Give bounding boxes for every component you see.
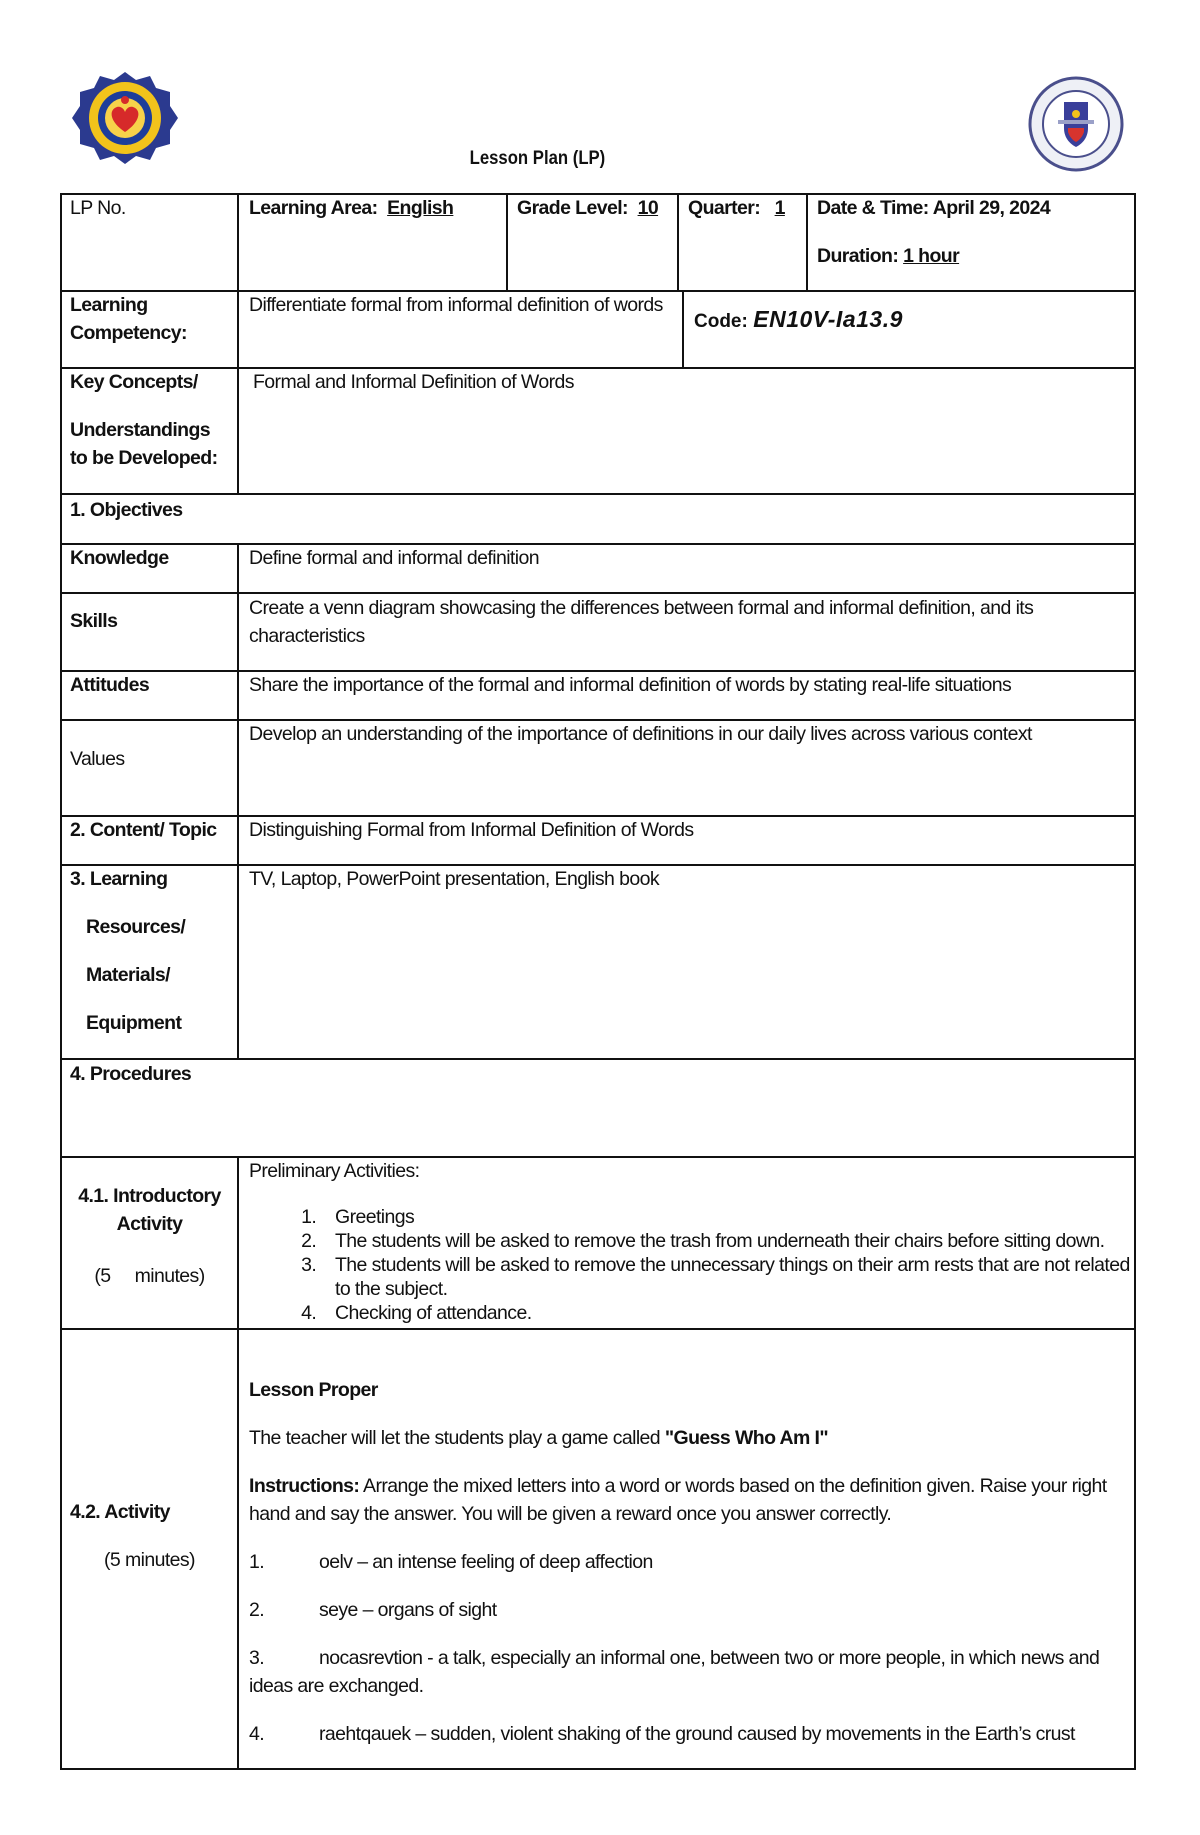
values-label: Values <box>70 748 125 770</box>
grade-level-value: 10 <box>637 197 659 219</box>
key-concepts-label: Key Concepts/ Understandings to be Developed: <box>70 371 218 469</box>
learning-area-field <box>249 194 453 222</box>
quarter-value: 1 <box>774 197 785 219</box>
content-topic-label: 2. Content/ Topic <box>70 819 217 841</box>
quarter-label: Quarter: <box>688 197 761 219</box>
procedures-heading: 4. Procedures <box>70 1063 192 1085</box>
introductory-content <box>249 1157 1131 1325</box>
skills-label: Skills <box>70 610 118 632</box>
knowledge-label: Knowledge <box>70 547 169 569</box>
list-item: 1. Greetings <box>321 1205 1131 1229</box>
introductory-label: 4.1. Introductory Activity <box>78 1185 221 1235</box>
instructions: Instructions: Arrange the mixed letters into a word or words based on the definition given. Raise your right hand and say the answer. You will be given a reward once you answer correctly. <box>249 1475 1107 1525</box>
instructions-label: Instructions: <box>249 1475 360 1497</box>
list-item: 3. nocasrevtion - a talk, especially an informal one, between two or more people, in which news and ideas are exchanged. <box>249 1647 1100 1697</box>
date-time-label: Date & Time: <box>817 197 929 219</box>
grade-level-label: Grade Level: <box>517 197 628 219</box>
code-value: EN10V-Ia13.9 <box>753 306 903 332</box>
list-item: 1. oelv – an intense feeling of deep affection <box>249 1551 653 1573</box>
lesson-proper-heading: Lesson Proper <box>249 1379 378 1401</box>
content-topic-text: Distinguishing Formal from Informal Definition of Words <box>249 819 694 841</box>
skills-text: Create a venn diagram showcasing the differences between formal and informal definition, and its characteristics <box>249 597 1034 647</box>
preliminary-list <box>249 1205 1131 1325</box>
date-time-field <box>817 194 1050 222</box>
list-item: 4. Checking of attendance. <box>321 1301 1131 1325</box>
introductory-duration: (5 minutes) <box>94 1265 205 1287</box>
game-intro: The teacher will let the students play a game called "Guess Who Am I" <box>249 1427 828 1449</box>
objectives-heading: 1. Objectives <box>70 499 183 521</box>
list-item: 2. seye – organs of sight <box>249 1599 497 1621</box>
competency-text: Differentiate formal from informal definition of words <box>249 294 663 316</box>
attitudes-label: Attitudes <box>70 674 150 696</box>
game-name: "Guess Who Am I" <box>664 1427 828 1449</box>
deped-seal-logo <box>1020 76 1132 172</box>
activity-content <box>249 1376 1131 1748</box>
attitudes-text: Share the importance of the formal and informal definition of words by stating real-life situations <box>249 674 1012 696</box>
resources-label: 3. Learning Resources/ Materials/ Equipment <box>70 868 186 1034</box>
page-title: Lesson Plan (LP) <box>469 148 606 169</box>
resources-text: TV, Laptop, PowerPoint presentation, English book <box>249 868 659 890</box>
duration-label: Duration: <box>817 245 899 267</box>
learning-area-value: English <box>387 197 454 219</box>
duration-value: 1 hour <box>903 245 960 267</box>
preliminary-heading: Preliminary Activities: <box>249 1160 420 1182</box>
activity-label: 4.2. Activity <box>70 1501 170 1523</box>
lp-no-label: LP No. <box>70 197 126 219</box>
values-text: Develop an understanding of the importance of definitions in our daily lives across various context <box>249 723 1032 745</box>
code-field <box>694 305 903 336</box>
list-item: 4. raehtqauek – sudden, violent shaking of the ground caused by movements in the Earth’s crust <box>249 1723 1075 1745</box>
competency-label: Learning Competency: <box>70 294 187 344</box>
learning-area-label: Learning Area: <box>249 197 378 219</box>
knowledge-text: Define formal and informal definition <box>249 547 539 569</box>
activity-duration: (5 minutes) <box>104 1549 195 1571</box>
list-item: 2. The students will be asked to remove the trash from underneath their chairs before sitting down. <box>321 1229 1131 1253</box>
date-time-value: April 29, 2024 <box>932 197 1051 219</box>
key-concepts-text: Formal and Informal Definition of Words <box>253 371 574 393</box>
grade-level-field <box>517 194 658 222</box>
quarter-field <box>688 194 785 222</box>
duration-field <box>817 242 959 270</box>
list-item: 3. The students will be asked to remove the unnecessary things on their arm rests that are not related to the subject. <box>321 1253 1131 1301</box>
code-label: Code: <box>694 311 748 332</box>
